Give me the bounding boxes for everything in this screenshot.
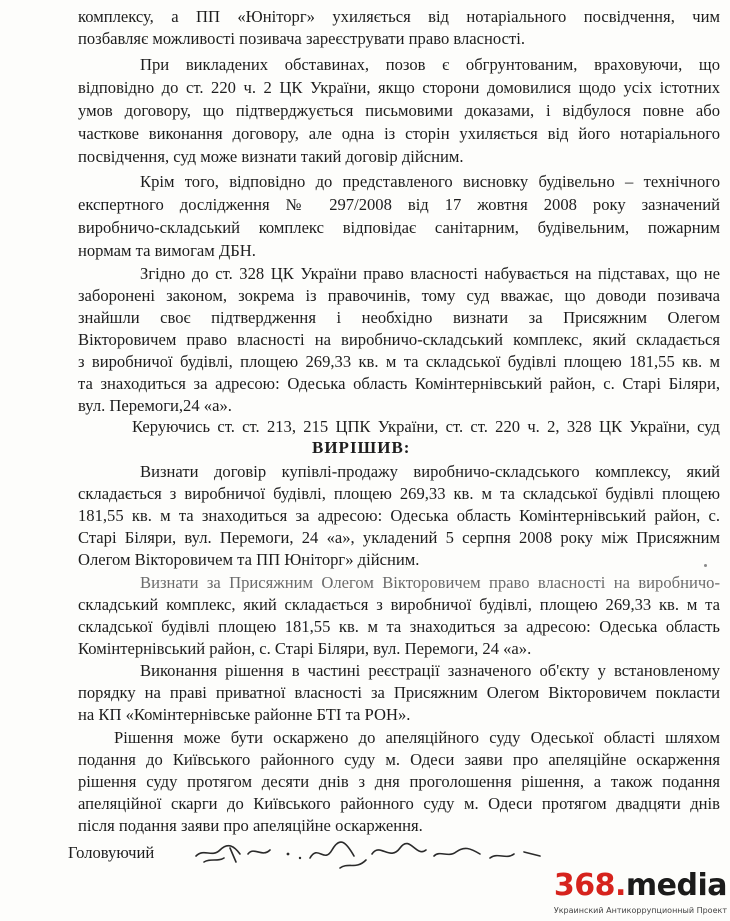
text-line: та знаходиться за адресою: Одеська область Комінтернівський район, с. Старі Біляри, [78,374,720,393]
text-line: Старі Біляри, вул. Перемоги, 24 «а», укладений 5 серпня 2008 року між Присяжним [78,528,720,547]
text-line: Комінтернівський район, с. Старі Біляри, вул. Перемоги, 24 «а». [78,639,532,658]
watermark-tagline: Украинский Антикоррупционный Проект [553,906,727,915]
text-line: вул. Перемоги,24 «а». [78,396,232,415]
signature-label: Головуючий [68,843,155,862]
text-line: відповідно до ст. 220 ч. 2 ЦК України, якщо сторони домовилися щодо усіх істотних [78,78,720,97]
text-line: після подання заяви про апеляційне оскарження. [78,816,423,835]
text-line: заборонені законом, зокрема із правочинів, тому суд вважає, що доводи позивача [78,286,720,305]
text-line: на КП «Комінтернівське районне БТІ та РОН». [78,705,411,724]
text-line: знайшли своє підтвердження і необхідно визнати за Присяжним Олегом [78,308,720,327]
text-line: При викладених обставинах, позов є обгрунтованим, враховуючи, що [140,55,720,74]
text-line: нормам та вимогам ДБН. [78,241,256,260]
text-line: складської будівлі площею 181,55 кв. м та знаходиться за адресою: Одеська область [78,617,720,636]
watermark-dot: . [614,868,626,903]
text-line: подання до Київського районного суду м. Одеси заяви про апеляційне оскарження [78,750,720,769]
watermark-number: 368 [553,868,615,903]
text-line: рішення суду протягом десяти днів з дня проголошення рішення, а також подання [78,772,720,791]
text-line: комплексу, а ПП «Юніторг» ухиляється від нотаріального посвідчення, чим [78,7,720,26]
text-line: Визнати договір купівлі-продажу виробничо-складського комплексу, який [140,462,720,481]
text-line: складається з виробничої будівлі, площею 269,33 кв. м та складської будівлі площею [78,484,720,503]
text-line: апеляційної скарги до Київського районного суду м. Одеси протягом двадцяти днів [78,794,720,813]
text-line: Виконання рішення в частині реєстрації зазначеного об'єкту у встановленому [140,661,720,680]
decision-heading: ВИРІШИВ: [312,438,411,457]
text-line: Олегом Вікторовичем та ПП Юніторг» дійсним. [78,550,420,569]
text-line: умов договору, що підтверджується письмовими доказами, і відбулося повне або [78,101,720,120]
text-line: позбавляє можливості позивача зареєструвати право власності. [78,29,525,48]
text-line: Керуючись ст. ст. 213, 215 ЦПК України, ст. ст. 220 ч. 2, 328 ЦК України, суд [132,417,720,436]
text-line: Згідно до ст. 328 ЦК України право власності набувається на підставах, що не [140,264,720,283]
text-line: експертного дослідження № 297/2008 від 17 жовтня 2008 року зазначений [78,195,720,214]
watermark-logo [553,868,729,920]
text-line: порядку на праві приватної власності за Присяжним Олегом Вікторовичем покласти [78,683,720,702]
text-line: Визнати за Присяжним Олегом Вікторовичем право власності на виробничо- [140,573,720,592]
text-line: посвідчення, суд може визнати такий договір дійсним. [78,147,464,166]
text-line: складський комплекс, який складається з виробничої будівлі, площею 269,33 кв. м та [78,595,720,614]
text-line: виробничо-складський комплекс відповідає санітарним, будівельним, пожарним [78,218,720,237]
text-line: з виробничої будівлі, площею 269,33 кв. м та складської будівлі площею 181,55 кв. м [78,352,720,371]
text-line: Рішення може бути оскаржено до апеляційного суду Одеської області шляхом [114,728,720,747]
handwritten-signature [190,828,550,876]
text-line: 181,55 кв. м та знаходиться за адресою: Одеська область Комінтернівський район, с. [78,506,720,525]
watermark-word: media [625,868,727,903]
text-line: часткове виконання договору, але одна із сторін ухиляється від його нотаріального [78,124,720,143]
scan-speck [704,564,707,567]
text-line: Вікторовичем право власності на виробничо-складський комплекс, який складається [78,330,720,349]
watermark-wordmark [554,870,727,902]
text-line: Крім того, відповідно до представленого висновку будівельно – технічного [140,172,720,191]
